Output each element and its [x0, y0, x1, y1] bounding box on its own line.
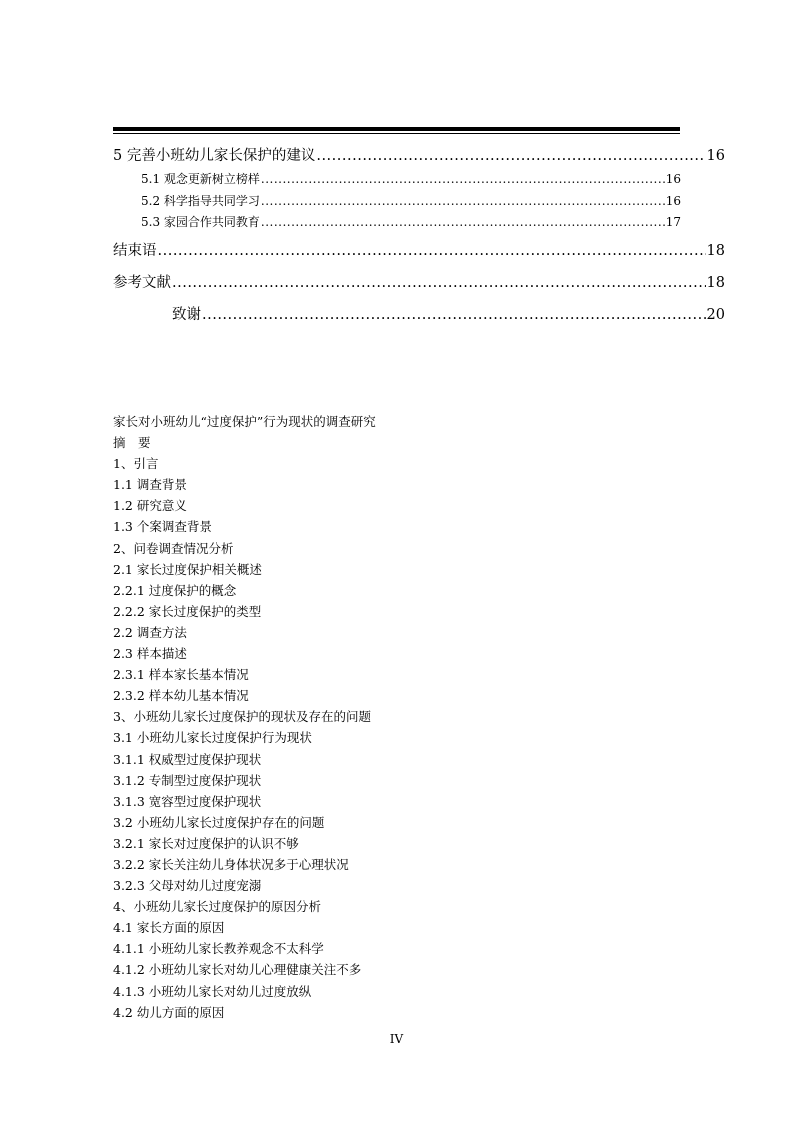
- toc-leader: [261, 194, 665, 208]
- toc-entry[interactable]: [113, 239, 725, 260]
- outline-item: 4.2 幼儿方面的原因: [113, 1004, 225, 1020]
- toc-entry-page: 18: [706, 243, 725, 259]
- outline-item: 1、引言: [113, 456, 159, 472]
- page-number: IV: [389, 1032, 404, 1046]
- toc-entry-title: 5.1 观念更新树立榜样: [141, 172, 260, 186]
- toc-entry-title: 5.2 科学指导共同学习: [141, 194, 260, 208]
- outline-item: 2、问卷调查情况分析: [113, 540, 234, 556]
- outline-item: 1.3 个案调查背景: [113, 519, 212, 535]
- outline-item: 2.3 样本描述: [113, 646, 187, 662]
- outline-item: 2.3.1 样本家长基本情况: [113, 667, 249, 683]
- toc-entry-page: 18: [706, 275, 725, 291]
- outline-item: 摘 要: [113, 435, 151, 451]
- toc-entry-title: 结束语: [113, 243, 157, 259]
- outline-item: 家长对小班幼儿“过度保护”行为现状的调查研究: [113, 414, 376, 429]
- toc-entry[interactable]: [141, 192, 681, 209]
- outline-item: 3.1.3 宽容型过度保护现状: [113, 793, 262, 809]
- header-rule-thick: [113, 127, 680, 131]
- outline-item: 3.1 小班幼儿家长过度保护行为现状: [113, 730, 312, 746]
- outline-item: 3.2.2 家长关注幼儿身体状况多于心理状况: [113, 856, 349, 872]
- toc-leader: [172, 275, 706, 291]
- header-rule-thin: [113, 133, 680, 134]
- outline-item: 3.1.1 权威型过度保护现状: [113, 751, 262, 767]
- outline-item: 4.1.1 小班幼儿家长教养观念不太科学: [113, 941, 324, 957]
- outline-item: 3.2 小班幼儿家长过度保护存在的问题: [113, 814, 325, 830]
- toc-leader: [261, 215, 665, 229]
- outline-item: 4、小班幼儿家长过度保护的原因分析: [113, 899, 321, 915]
- outline-item: 3、小班幼儿家长过度保护的现状及存在的问题: [113, 709, 371, 725]
- outline-item: 3.1.2 专制型过度保护现状: [113, 772, 262, 788]
- toc-entry[interactable]: [141, 213, 681, 230]
- outline-item: 3.2.3 父母对幼儿过度宠溺: [113, 878, 262, 894]
- outline-item: 4.1.2 小班幼儿家长对幼儿心理健康关注不多: [113, 962, 362, 978]
- toc-leader: [316, 148, 705, 164]
- toc-leader: [202, 307, 706, 323]
- outline-item: 2.2.1 过度保护的概念: [113, 582, 237, 598]
- toc-entry-title: 5.3 家园合作共同教育: [141, 215, 260, 229]
- outline-item: 3.2.1 家长对过度保护的认识不够: [113, 835, 299, 851]
- toc-entry[interactable]: [113, 144, 725, 165]
- toc-entry-page: 17: [665, 215, 681, 229]
- outline-item: 2.1 家长过度保护相关概述: [113, 561, 262, 577]
- outline-item: 2.2 调查方法: [113, 624, 187, 640]
- toc-leader: [261, 172, 665, 186]
- toc-entry[interactable]: [172, 303, 725, 324]
- toc-entry-page: 16: [706, 148, 725, 164]
- outline-item: 2.3.2 样本幼儿基本情况: [113, 688, 249, 704]
- toc-leader: [158, 243, 706, 259]
- outline-item: 4.1.3 小班幼儿家长对幼儿过度放纵: [113, 983, 312, 999]
- outline-item: 4.1 家长方面的原因: [113, 920, 225, 936]
- outline-item: 2.2.2 家长过度保护的类型: [113, 603, 262, 619]
- toc-entry[interactable]: [113, 271, 725, 292]
- toc-entry-page: 16: [665, 194, 681, 208]
- outline-item: 1.2 研究意义: [113, 498, 187, 514]
- toc-entry[interactable]: [141, 170, 681, 187]
- toc-entry-title: 致谢: [172, 307, 201, 323]
- document-outline: [113, 411, 713, 1023]
- toc-entry-title: 5 完善小班幼儿家长保护的建议: [113, 148, 316, 164]
- toc-entry-title: 参考文献: [113, 275, 171, 291]
- outline-item: 1.1 调查背景: [113, 477, 187, 493]
- toc-entry-page: 20: [706, 307, 725, 323]
- toc-entry-page: 16: [665, 172, 681, 186]
